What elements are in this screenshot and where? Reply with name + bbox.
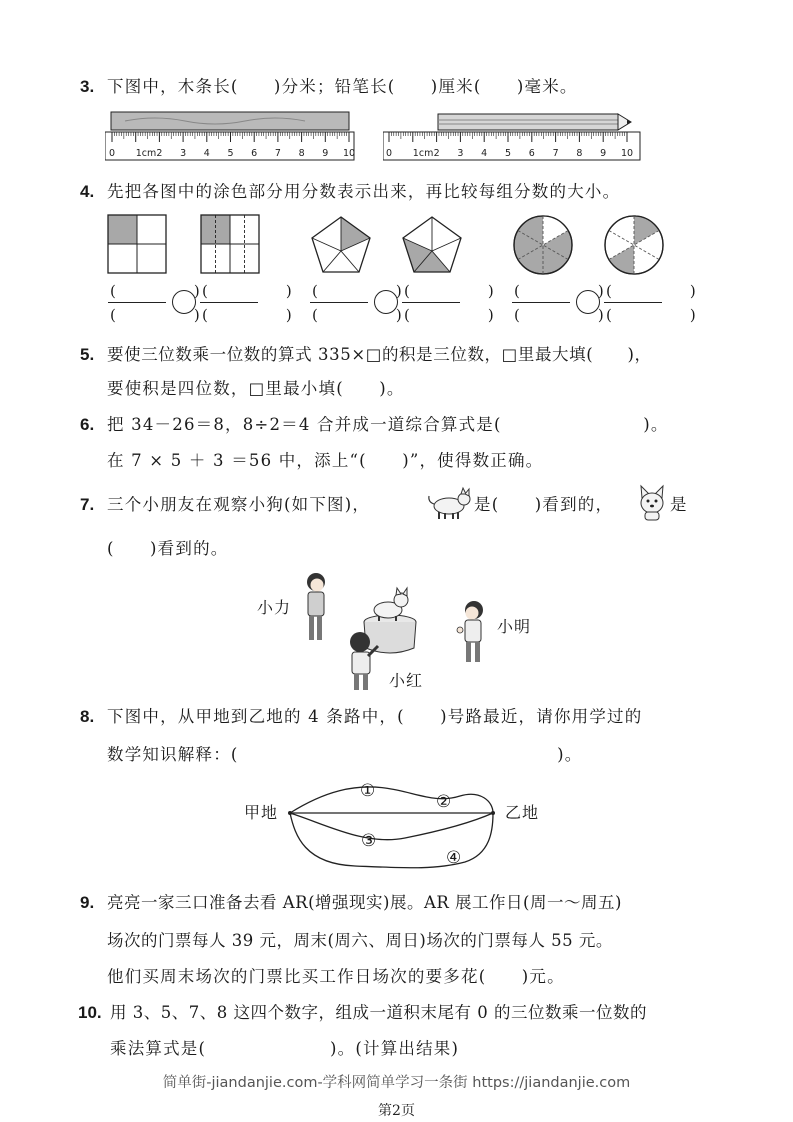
question-10-line2: 乘法算式是( )。(计算出结果): [110, 1039, 460, 1058]
route-diagram: [285, 776, 505, 874]
question-6-line1: 把 34－26＝8，8÷2＝4 合并成一道综合算式是( )。: [107, 415, 669, 434]
question-3-text: 下图中，木条长( )分米；铅笔长( )厘米( )毫米。: [107, 77, 578, 96]
route-3-label: ③: [361, 831, 378, 851]
fraction-bar: [512, 302, 570, 303]
ruler-tick-label: 8: [576, 148, 583, 159]
pencil-body: [438, 114, 618, 130]
shape-pentagon-b: [399, 214, 465, 276]
question-number: 5.: [80, 345, 95, 364]
fraction-denominator-blank[interactable]: ( ): [404, 306, 510, 324]
ruler-tick-label: 7: [552, 148, 559, 159]
fraction-bar: [108, 302, 166, 303]
question-8-line2: 数学知识解释：( )。: [107, 745, 583, 764]
question-number: 9.: [80, 893, 95, 912]
compare-circle[interactable]: [172, 290, 196, 314]
dog-front-view-icon: [636, 484, 668, 522]
fraction-denominator-blank[interactable]: ( ): [110, 306, 216, 324]
ruler-tick-label: 7: [274, 148, 281, 159]
ruler-tick-label: 8: [298, 148, 305, 159]
question-number: 6.: [80, 415, 95, 434]
fraction-numerator-blank[interactable]: ( ): [514, 282, 620, 300]
shape-pentagon-a: [308, 214, 374, 276]
question-number: 7.: [80, 495, 95, 514]
fraction-numerator-blank[interactable]: ( ): [202, 282, 308, 300]
question-10-line1: 用 3、5、7、8 这四个数字，组成一道积末尾有 0 的三位数乘一位数的: [110, 1003, 647, 1022]
route-3: [290, 813, 493, 840]
fraction-numerator-blank[interactable]: ( ): [404, 282, 510, 300]
question-8-line1: 下图中，从甲地到乙地的 4 条路中，( )号路最近，请你用学过的: [107, 707, 643, 726]
route-4-label: ④: [446, 848, 463, 868]
fraction-denominator-blank[interactable]: ( ): [514, 306, 620, 324]
compare-circle[interactable]: [576, 290, 600, 314]
fraction-denominator-blank[interactable]: ( ): [312, 306, 418, 324]
route-1-label: ①: [360, 781, 377, 801]
question-7-line1-a: 三个小朋友在观察小狗(如下图)，: [107, 495, 371, 514]
ruler-tick-label: 6: [528, 148, 535, 159]
start-point-label: 甲地: [244, 803, 279, 822]
ruler-tick-label: 9: [322, 148, 329, 159]
question-9-line1: 亮亮一家三口准备去看 AR(增强现实)展。AR 展工作日(周一～周五): [107, 893, 622, 912]
ruler-tick-label: 3: [457, 148, 464, 159]
shape-square-quarters: [107, 214, 169, 276]
ruler-wood-figure: [105, 108, 355, 162]
question-6-line2: 在 7 × 5 ＋ 3 ＝56 中，添上“( )”，使得数正确。: [107, 451, 544, 470]
compare-circle[interactable]: [374, 290, 398, 314]
question-7-line1-c: 是: [670, 495, 688, 514]
fraction-numerator-blank[interactable]: ( ): [312, 282, 418, 300]
child-label-left: 小力: [257, 598, 292, 617]
question-9-line2: 场次的门票每人 39 元，周末(周六、周日)场次的门票每人 55 元。: [107, 931, 613, 950]
question-5-line1: 要使三位数乘一位数的算式 335×□的积是三位数，□里最大填( )，: [107, 345, 652, 364]
fraction-bar: [402, 302, 460, 303]
fraction-bar: [604, 302, 662, 303]
route-1: [290, 787, 493, 813]
child-label-right: 小明: [497, 617, 532, 636]
question-number: 10.: [78, 1003, 102, 1022]
ruler-tick-label: 1cm: [412, 148, 434, 159]
ruler-tick-label: 10: [620, 148, 634, 159]
ruler-tick-label: 2: [433, 148, 440, 159]
ruler-tick-label: 5: [227, 148, 234, 159]
question-5-line2: 要使积是四位数，□里最小填( )。: [107, 379, 405, 398]
route-2-label: ②: [436, 792, 453, 812]
ruler-tick-label: 4: [203, 148, 210, 159]
wood-stick: [111, 112, 349, 130]
question-7-line1-b: 是( )看到的，: [474, 495, 614, 514]
question-number: 8.: [80, 707, 95, 726]
shape-circle-b: [603, 214, 665, 276]
ruler-tick-label: 5: [504, 148, 512, 159]
route-4: [290, 813, 493, 868]
end-point-label: 乙地: [505, 803, 540, 822]
ruler-tick-label: 0: [385, 148, 393, 159]
ruler-tick-label: 1cm: [135, 148, 157, 159]
fraction-denominator-blank[interactable]: ( ): [606, 306, 712, 324]
watermark-text: 简单街-jiandanjie.com-学科网简单学习一条街 https://jiandanjie.com: [162, 1075, 631, 1091]
question-4-text: 先把各图中的涂色部分用分数表示出来，再比较每组分数的大小。: [107, 182, 621, 201]
child-xiaohong: [350, 632, 370, 652]
ruler-tick-label: 6: [251, 148, 258, 159]
question-9-line3: 他们买周末场次的门票比买工作日场次的要多花( )元。: [107, 967, 565, 986]
fraction-bar: [200, 302, 258, 303]
page-number: 第2页: [378, 1103, 415, 1119]
child-label-bottom: 小红: [389, 671, 424, 690]
question-number: 3.: [80, 77, 95, 96]
ruler-tick-label: 4: [481, 148, 488, 159]
fraction-bar: [310, 302, 368, 303]
fraction-numerator-blank[interactable]: ( ): [110, 282, 216, 300]
ruler-tick-label: 9: [600, 148, 607, 159]
dog-side-view-icon: [425, 486, 473, 522]
shape-square-eighths: [200, 214, 262, 276]
ruler-tick-label: 10: [342, 148, 355, 159]
ruler-tick-label: 2: [156, 148, 163, 159]
fraction-denominator-blank[interactable]: ( ): [202, 306, 308, 324]
ruler-pencil-figure: [383, 108, 641, 162]
shape-circle-a: [512, 214, 574, 276]
ruler-tick-label: 3: [180, 148, 187, 159]
fraction-numerator-blank[interactable]: ( ): [606, 282, 712, 300]
question-number: 4.: [80, 182, 95, 201]
ruler-tick-label: 0: [108, 148, 116, 159]
question-7-line2: ( )看到的。: [107, 539, 229, 558]
